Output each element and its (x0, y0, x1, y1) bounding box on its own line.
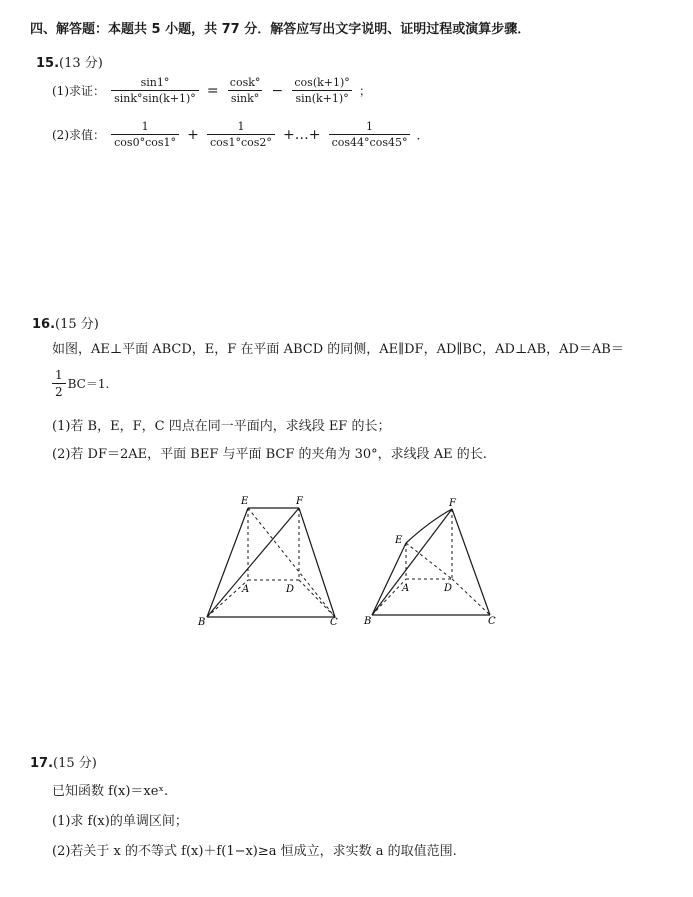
q15-part2-fraction-1 (111, 120, 179, 149)
fraction-numerator: cosk° (229, 76, 261, 89)
semicolon: ； (358, 84, 371, 98)
q17-header (30, 752, 97, 771)
equals-sign: = (206, 82, 219, 99)
q17-score: (15 分) (53, 756, 97, 771)
fraction-denominator: cos0°cos1° (111, 134, 179, 149)
fraction-denominator: cos1°cos2° (207, 134, 275, 149)
edge-EF (406, 509, 452, 543)
edge-FC (452, 509, 490, 615)
vertex-label-E: E (241, 496, 249, 507)
q16-part1: (1)若 B，E，F，C 四点在同一平面内，求线段 EF 的长； (52, 419, 391, 434)
period: ． (416, 128, 429, 142)
q15-score: (13 分) (59, 56, 103, 71)
q16-stem-tail: BC＝1. (67, 377, 110, 391)
vertex-label-C: C (330, 617, 338, 628)
q16-figure-1 (195, 490, 345, 630)
ellipsis-plus: +…+ (283, 126, 321, 143)
fraction-denominator: sink° (228, 90, 262, 105)
q16-header (32, 313, 99, 332)
q16-score: (15 分) (55, 317, 99, 332)
edge-BA (372, 579, 406, 615)
q17-number: 17. (30, 756, 54, 771)
edge-DC (299, 580, 335, 617)
fraction-denominator: cos44°cos45° (329, 134, 411, 149)
vertex-label-C: C (488, 616, 496, 627)
fraction-denominator: sin(k+1)° (292, 90, 351, 105)
q15-header (36, 52, 103, 71)
fraction-numerator: 1 (141, 120, 149, 133)
q16-stem-line1: 如图，AE⊥平面 ABCD，E，F 在平面 ABCD 的同侧，AE∥DF，AD∥BC，AD⊥AB，AD＝AB＝ (52, 342, 624, 357)
fraction-denominator: 2 (52, 383, 66, 399)
q15-part2-fraction-2 (207, 120, 275, 149)
edge-EC (248, 508, 335, 617)
fraction-denominator: sink°sin(k+1)° (111, 90, 199, 105)
q15-part2-fraction-3 (329, 120, 411, 149)
q15-part2-label: (2)求值： (52, 128, 105, 142)
q16-stem-fraction (52, 368, 66, 399)
vertex-label-B: B (198, 617, 206, 628)
q17-part1: (1)求 f(x)的单调区间； (52, 814, 188, 829)
q16-figure-2 (360, 495, 505, 630)
q16-number: 16. (32, 317, 56, 332)
q15-part1-fraction-2 (227, 76, 264, 105)
q16-stem-line2 (50, 368, 109, 399)
vertex-label-A: A (242, 584, 250, 595)
q15-part1 (52, 76, 371, 105)
edge-BF (207, 508, 299, 617)
vertex-label-F: F (296, 496, 303, 507)
vertex-label-D: D (286, 584, 295, 595)
vertex-label-D: D (444, 583, 453, 594)
edge-FC (299, 508, 335, 617)
edge-BE (207, 508, 248, 617)
vertex-label-E: E (395, 535, 403, 546)
q15-part1-label: (1)求证： (52, 84, 105, 98)
minus-sign: − (271, 82, 284, 99)
q17-stem: 已知函数 f(x)＝xeˣ. (52, 784, 169, 799)
edge-DC (452, 579, 490, 615)
q15-part1-fraction-1 (111, 76, 199, 105)
vertex-label-A: A (402, 583, 410, 594)
fraction-numerator: sin1° (140, 76, 170, 89)
fraction-numerator: 1 (366, 120, 374, 133)
vertex-label-B: B (364, 616, 372, 627)
vertex-label-F: F (449, 498, 456, 509)
fraction-numerator: 1 (237, 120, 245, 133)
edge-BF (372, 509, 452, 615)
q15-number: 15. (36, 56, 60, 71)
section-title: 四、解答题：本题共 5 小题，共 77 分．解答应写出文字说明、证明过程或演算步骤． (30, 22, 531, 37)
q15-part1-fraction-3 (291, 76, 352, 105)
fraction-numerator: 1 (55, 368, 63, 382)
fraction-numerator: cos(k+1)° (294, 76, 350, 89)
q16-part2: (2)若 DF＝2AE，平面 BEF 与平面 BCF 的夹角为 30°，求线段 AE 的长. (52, 447, 487, 462)
q15-part2 (52, 120, 429, 149)
plus-sign: + (187, 126, 199, 143)
q17-part2: (2)若关于 x 的不等式 f(x)＋f(1−x)≥a 恒成立，求实数 a 的取值范围. (52, 844, 457, 859)
edge-BE (372, 543, 406, 615)
